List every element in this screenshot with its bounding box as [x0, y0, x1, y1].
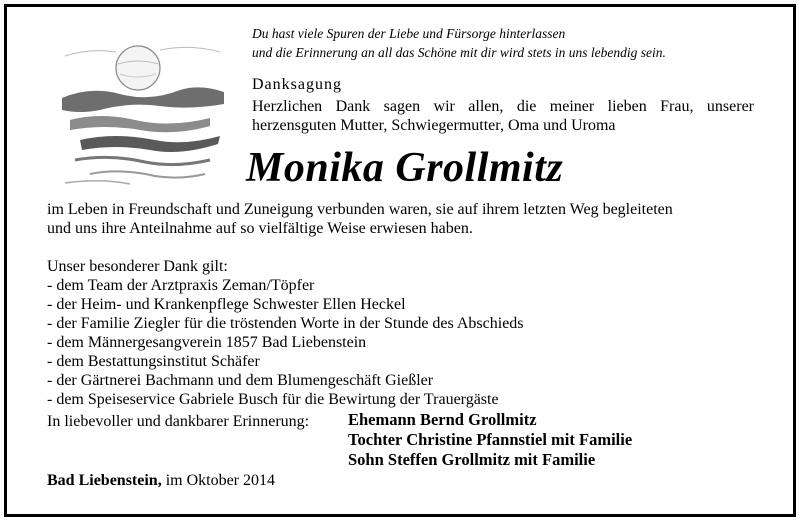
deceased-name: Monika Grollmitz: [246, 145, 564, 191]
body-line: und uns ihre Anteilnahme auf so vielfältige Weise erwiesen haben.: [47, 220, 473, 237]
family-member: Ehemann Bernd Grollmitz: [348, 410, 537, 429]
family-signatures: [348, 410, 632, 470]
thanks-item: - dem Bestattungsinstitut Schäfer: [47, 353, 260, 370]
intro-text: Herzlichen Dank sagen wir allen, die meiner lieben Frau, unserer herzensguten Mutter, Schwiegermutter, Oma und Uroma: [252, 98, 754, 134]
closing-text: In liebevoller und dankbarer Erinnerung:: [47, 413, 310, 430]
quote-line: Du hast viele Spuren der Liebe und Fürsorge hinterlassen: [252, 26, 566, 41]
thanks-heading: Unser besonderer Dank gilt:: [47, 258, 228, 275]
moon-landscape-illustration: [60, 28, 226, 188]
body-line: im Leben in Freundschaft und Zuneigung verbunden waren, sie auf ihrem letzten Weg begleiteten: [47, 201, 673, 218]
family-member: Sohn Steffen Grollmitz mit Familie: [348, 450, 596, 469]
thanks-item: - dem Team der Arztpraxis Zeman/Töpfer: [47, 277, 315, 294]
thanks-item: - dem Männergesangverein 1857 Bad Liebenstein: [47, 334, 367, 351]
body-section: [47, 200, 762, 409]
place-date: [47, 472, 275, 490]
thanks-item: - der Familie Ziegler für die tröstenden Worte in der Stunde des Abschieds: [47, 315, 524, 332]
family-member: Tochter Christine Pfannstiel mit Familie: [348, 430, 633, 449]
memorial-quote: [252, 24, 666, 62]
thanks-item: - der Heim- und Krankenpflege Schwester Ellen Heckel: [47, 296, 406, 313]
quote-line: und die Erinnerung an all das Schöne mit dir wird stets in uns lebendig sein.: [252, 45, 666, 60]
date: im Oktober 2014: [165, 472, 276, 489]
place: Bad Liebenstein,: [47, 472, 162, 489]
heading-danksagung: Danksagung: [252, 76, 342, 93]
thanks-item: - dem Speiseservice Gabriele Busch für die Bewirtung der Trauergäste: [47, 391, 499, 408]
thanks-item: - der Gärtnerei Bachmann und dem Blumengeschäft Gießler: [47, 372, 434, 389]
